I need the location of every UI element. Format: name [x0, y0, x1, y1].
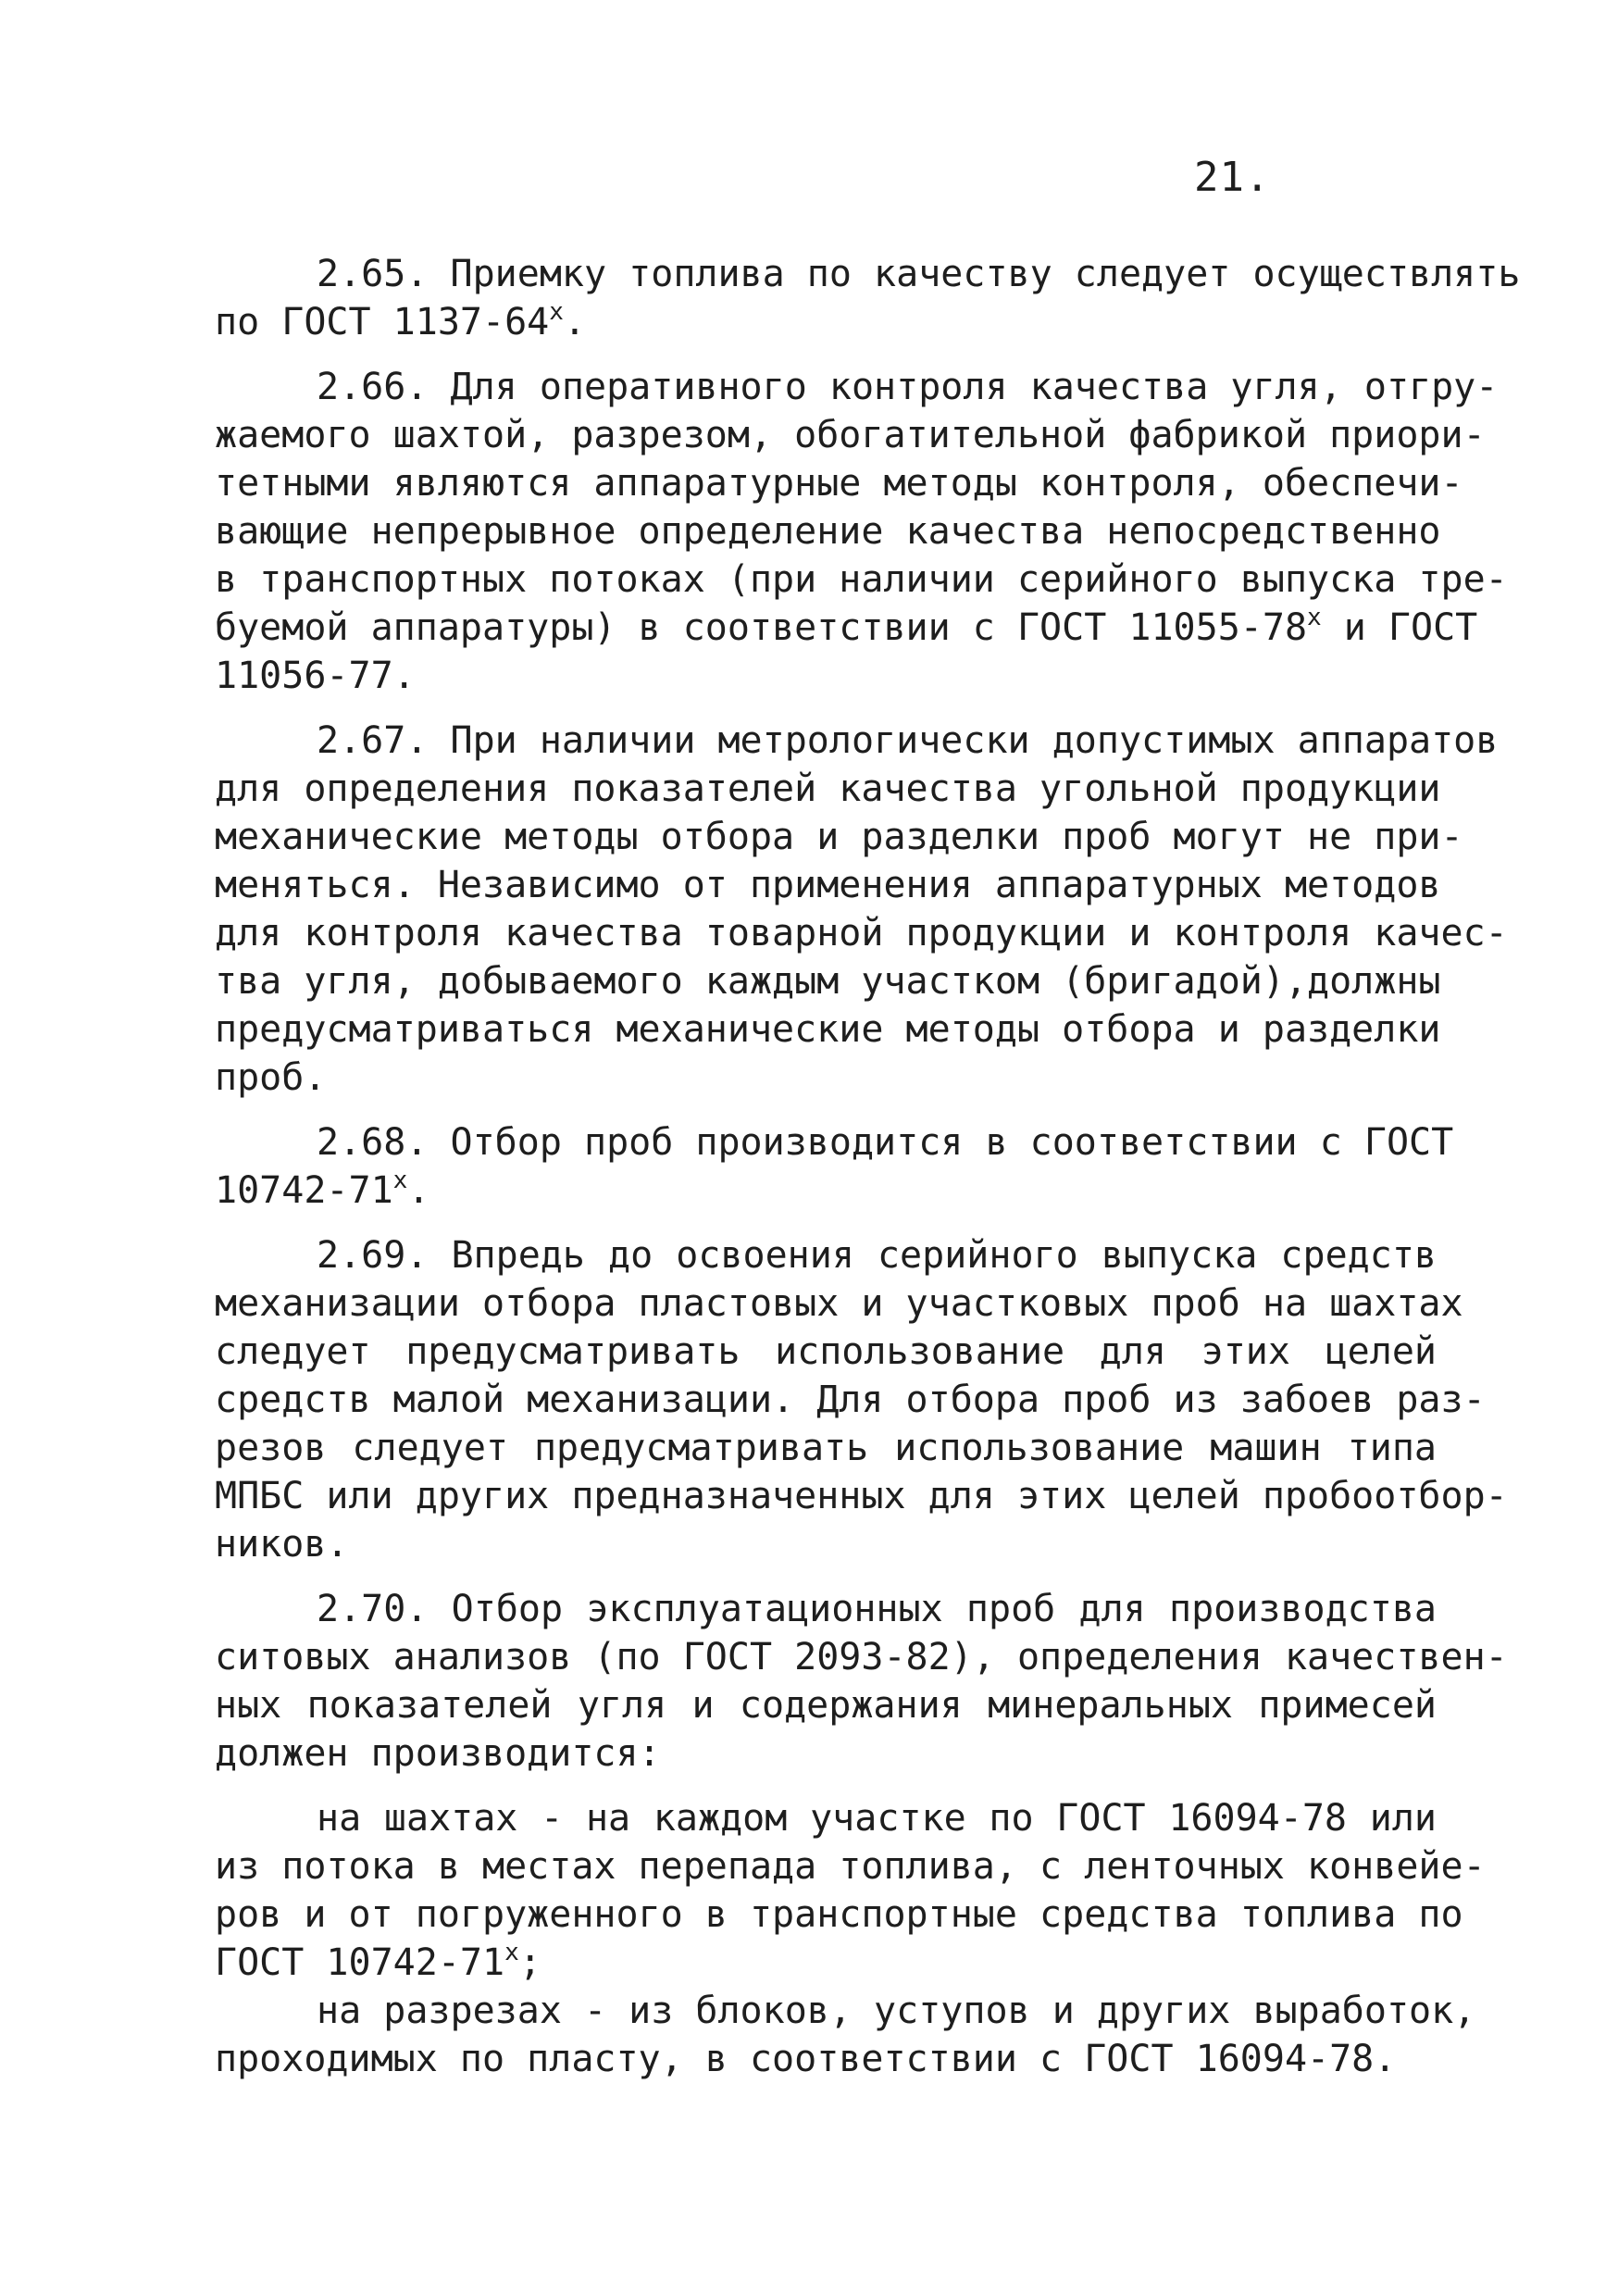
text-line: ников. — [215, 1523, 349, 1566]
text-line: следует предусматривать использование для этих целей — [215, 1330, 1437, 1373]
text-line: 2.69. Впредь до освоения серийного выпуска средств — [317, 1234, 1437, 1277]
text-line: ров и от погруженного в транспортные средства топлива по — [215, 1893, 1463, 1936]
text-line: меняться. Независимо от применения аппаратурных методов — [215, 864, 1441, 906]
paragraph-2-67 — [215, 717, 1508, 1102]
text-line: ных показателей угля и содержания минеральных примесей — [215, 1684, 1437, 1727]
text-line: 2.68. Отбор проб производится в соответствии с ГОСТ — [317, 1121, 1454, 1164]
text-line: ситовых анализов (по ГОСТ 2093-82), определения качествен- — [215, 1636, 1508, 1678]
text-line: по ГОСТ 1137-64$^x$. — [215, 298, 586, 343]
text-line: для определения показателей качества угольной продукции — [215, 767, 1441, 810]
text-line: в транспортных потоках (при наличии серийного выпуска тре- — [215, 558, 1508, 601]
text-line: тва угля, добываемого каждым участком (бригадой),должны — [215, 960, 1441, 1003]
text-line: проходимых по пласту, в соответствии с ГОСТ 16094-78. — [215, 2038, 1397, 2080]
text-line: 2.66. Для оперативного контроля качества угля, отгру- — [317, 366, 1499, 408]
superscript-mark: x — [504, 1939, 519, 1966]
paragraph-2-65 — [215, 250, 1521, 346]
paragraph-2-66 — [215, 363, 1508, 700]
text-line: 2.65. Приемку топлива по качеству следует осуществлять — [317, 253, 1521, 295]
text-line: 10742-71$^x$. — [215, 1167, 430, 1212]
text-line: предусматриваться механические методы отбора и разделки — [215, 1008, 1441, 1051]
text-line: средств малой механизации. Для отбора проб из забоев раз- — [215, 1379, 1486, 1421]
text-line: резов следует предусматривать использование машин типа — [215, 1427, 1437, 1469]
text-line: МПБС или других предназначенных для этих целей пробоотбор- — [215, 1475, 1508, 1517]
text-line: 2.67. При наличии метрологически допустимых аппаратов — [317, 719, 1499, 762]
text-line: механизации отбора пластовых и участковых проб на шахтах — [215, 1282, 1463, 1325]
text-line: вающие непрерывное определение качества непосредственно — [215, 510, 1441, 553]
text-line: должен производится: — [215, 1732, 661, 1775]
text-line: из потока в местах перепада топлива, с ленточных конвейе- — [215, 1845, 1486, 1888]
document-body — [215, 250, 1521, 2100]
text-line: механические методы отбора и разделки проб могут не при- — [215, 816, 1463, 858]
paragraph-2-70-items — [215, 1794, 1486, 2083]
text-line: тетными являются аппаратурные методы контроля, обеспечи- — [215, 462, 1463, 505]
text-line: 11056-77. — [215, 655, 416, 697]
superscript-mark: x — [1307, 604, 1322, 631]
paragraph-2-68 — [215, 1118, 1454, 1215]
text-line: 2.70. Отбор эксплуатационных проб для производства — [317, 1588, 1437, 1630]
superscript-mark: x — [392, 1167, 408, 1194]
text-line: ГОСТ 10742-71$^x$; — [215, 1939, 541, 1984]
text-line: проб. — [215, 1056, 327, 1099]
text-line: для контроля качества товарной продукции и контроля качес- — [215, 912, 1508, 955]
paragraph-2-70 — [215, 1585, 1508, 1778]
text-line: жаемого шахтой, разрезом, обогатительной фабрикой приори- — [215, 414, 1486, 456]
superscript-mark: x — [549, 298, 564, 326]
text-line: буемой аппаратуры) в соответствии с ГОСТ 11055-78$^x$ и ГОСТ — [215, 604, 1478, 649]
text-line: на шахтах - на каждом участке по ГОСТ 16094-78 или — [317, 1797, 1437, 1840]
text-line: на разрезах - из блоков, уступов и других выработок, — [317, 1990, 1476, 2032]
paragraph-2-69 — [215, 1231, 1508, 1568]
page-number: 21. — [1194, 154, 1271, 201]
